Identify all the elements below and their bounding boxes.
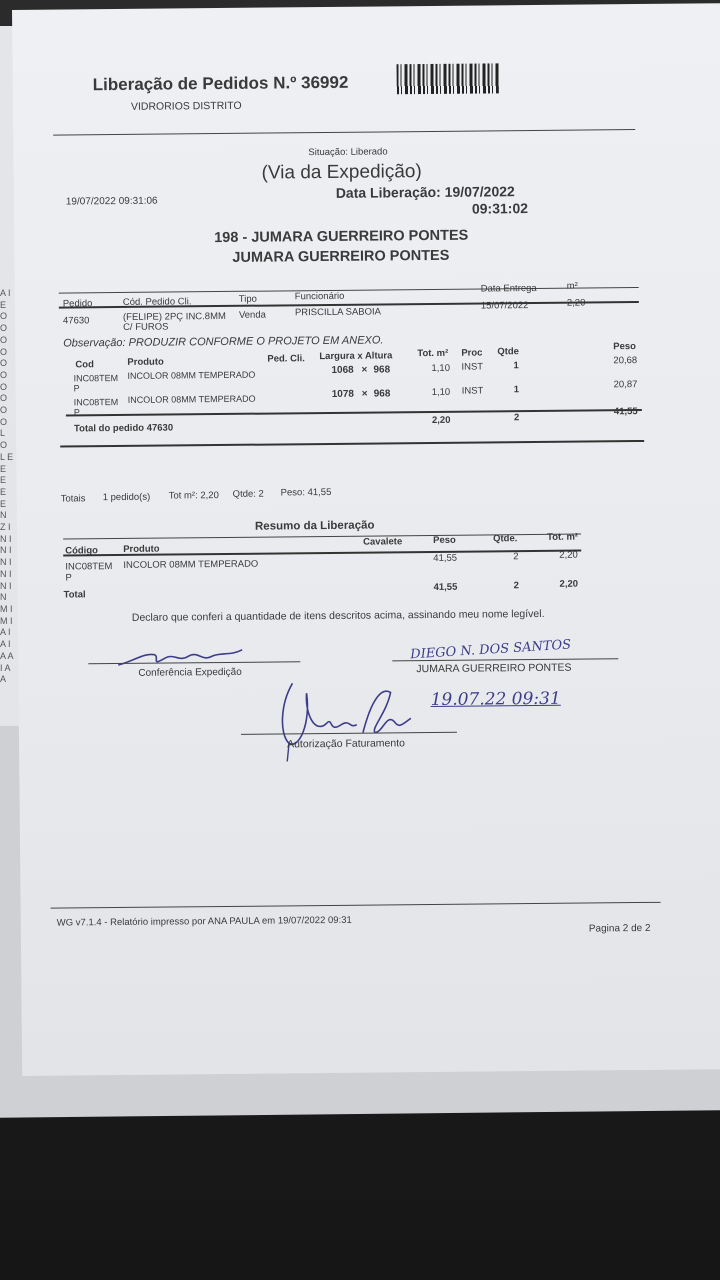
item-tot-m2: 1,10	[431, 386, 451, 398]
item-qtde: 1	[513, 384, 520, 396]
item-col-qtde: Qtde	[497, 346, 519, 358]
item-cod-line1: INC08TEM	[73, 372, 119, 384]
item-altura: 968	[373, 388, 391, 400]
item-peso: 20,68	[613, 355, 638, 367]
col-pedido: Pedido	[62, 298, 93, 310]
status-text: Situação: Liberado	[308, 146, 388, 159]
cod-pedido-cli-line1: (FELIPE) 2PÇ INC.8MM	[122, 310, 226, 323]
document-page	[12, 3, 720, 1076]
tipo-value: Venda	[238, 309, 266, 321]
items-total-rule	[66, 409, 642, 417]
funcionario-value: PRISCILLA SABOIA	[294, 306, 382, 319]
release-date: Data Liberação: 19/07/2022	[335, 183, 515, 201]
resumo-col-peso: Peso	[433, 534, 456, 546]
resumo-col-produto: Produto	[123, 543, 160, 555]
item-col-peso: Peso	[613, 341, 637, 353]
resumo-codigo-line1: INC08TEM	[65, 561, 113, 573]
pedido-number: 47630	[62, 315, 90, 327]
item-times: ×	[361, 388, 368, 400]
via-label: (Via da Expedição)	[261, 161, 422, 184]
item-col-cod: Cod	[75, 359, 94, 371]
totals-peso: Peso: 41,55	[280, 486, 332, 499]
observacao: Observação: PRODUZIR CONFORME O PROJETO EM ANEXO.	[63, 334, 384, 350]
totals-label: Totais	[60, 493, 86, 505]
totals-m2: Tot m²: 2,20	[168, 490, 219, 502]
item-proc: INST	[461, 361, 484, 373]
resumo-tot-m2: 2,20	[559, 549, 578, 561]
resumo-produto: INCOLOR 08MM TEMPERADO	[123, 558, 259, 571]
footer-page: Pagina 2 de 2	[588, 922, 651, 935]
resumo-title: Resumo da Liberação	[254, 519, 375, 533]
client-name: JUMARA GUERREIRO PONTES	[232, 247, 450, 266]
col-m2: m²	[566, 280, 578, 292]
resumo-total-tot-m2: 2,20	[559, 578, 579, 590]
order-total-peso: 41,55	[613, 406, 638, 418]
item-col-ped-cli: Ped. Cli.	[267, 353, 305, 365]
resumo-codigo-line2: P	[65, 572, 72, 584]
order-top-rule	[59, 287, 639, 294]
resumo-col-cavalete: Cavalete	[363, 536, 403, 548]
autorizacao-label: Autorização Faturamento	[287, 737, 406, 751]
item-tot-m2: 1,10	[431, 362, 451, 374]
company-name: VIDRORIOS DISTRITO	[130, 99, 242, 113]
handwritten-date: 19.07.22 09:31	[430, 688, 561, 711]
order-bottom-rule	[60, 440, 644, 448]
underlying-sheet-text: A I E O O O O O O O O O O L O L E E E E E N Z I N I N I N I N I N I N M I M I A I A I A A I A A	[0, 288, 14, 685]
resumo-total-label: Total	[63, 589, 86, 601]
item-largura: 1068	[331, 364, 354, 376]
document-title: Liberação de Pedidos N.º 36992	[92, 72, 349, 95]
item-cod-line1: INC08TEM	[73, 396, 119, 408]
handwritten-name: DIEGO N. DOS SANTOS	[409, 637, 572, 663]
item-largura: 1078	[331, 388, 355, 400]
client-code-name: 198 - JUMARA GUERREIRO PONTES	[214, 227, 469, 247]
header-rule	[53, 129, 635, 136]
order-total-m2: 2,20	[431, 414, 451, 426]
resumo-col-tot-m2: Tot. m²	[547, 531, 579, 543]
m2-value: 2,20	[566, 297, 586, 309]
resumo-col-codigo: Código	[65, 545, 98, 557]
item-col-tot-m2: Tot. m²	[417, 347, 449, 360]
footer-rule	[51, 902, 661, 909]
cliente-label: JUMARA GUERREIRO PONTES	[416, 661, 572, 676]
resumo-total-qtde: 2	[513, 580, 519, 592]
data-entrega-value: 15/07/2022	[480, 300, 529, 312]
item-produto: INCOLOR 08MM TEMPERADO	[127, 393, 256, 405]
resumo-peso: 41,55	[433, 552, 458, 564]
item-cod-line2: P	[73, 407, 80, 418]
order-total-label: Total do pedido 47630	[73, 422, 174, 435]
item-proc: INST	[461, 385, 484, 397]
item-col-produto: Produto	[127, 356, 164, 368]
barcode-icon	[397, 63, 499, 94]
order-total-qtde: 2	[513, 412, 520, 424]
printed-timestamp: 19/07/2022 09:31:06	[65, 195, 158, 208]
item-peso: 20,87	[613, 379, 638, 391]
col-tipo: Tipo	[238, 293, 257, 305]
cod-pedido-cli-line2: C/ FUROS	[122, 321, 169, 333]
declaration-text: Declaro que conferi a quantidade de itens descritos acima, assinando meu nome legível.	[131, 607, 545, 624]
item-col-proc: Proc	[461, 347, 483, 359]
resumo-qtde: 2	[513, 551, 519, 563]
footer-report: WG v7.1.4 - Relatório impresso por ANA PAULA em 19/07/2022 09:31	[56, 914, 352, 929]
release-time: 09:31:02	[471, 200, 529, 217]
item-produto: INCOLOR 08MM TEMPERADO	[127, 369, 256, 381]
col-cod-pedido-cli: Cód. Pedido Cli.	[122, 296, 192, 308]
totals-pedidos: 1 pedido(s)	[102, 491, 151, 504]
item-qtde: 1	[513, 360, 519, 372]
item-col-dimensoes: Largura x Altura	[319, 350, 393, 363]
col-funcionario: Funcionário	[294, 290, 345, 303]
item-cod-line2: P	[73, 383, 80, 394]
item-times: ×	[361, 364, 368, 376]
item-altura: 968	[373, 364, 391, 376]
totals-qtde: Qtde: 2	[232, 488, 264, 500]
resumo-col-qtde: Qtde.	[493, 533, 518, 545]
conferencia-label: Conferência Expedição	[138, 666, 242, 679]
col-data-entrega: Data Entrega	[480, 282, 537, 295]
resumo-total-peso: 41,55	[433, 581, 458, 593]
